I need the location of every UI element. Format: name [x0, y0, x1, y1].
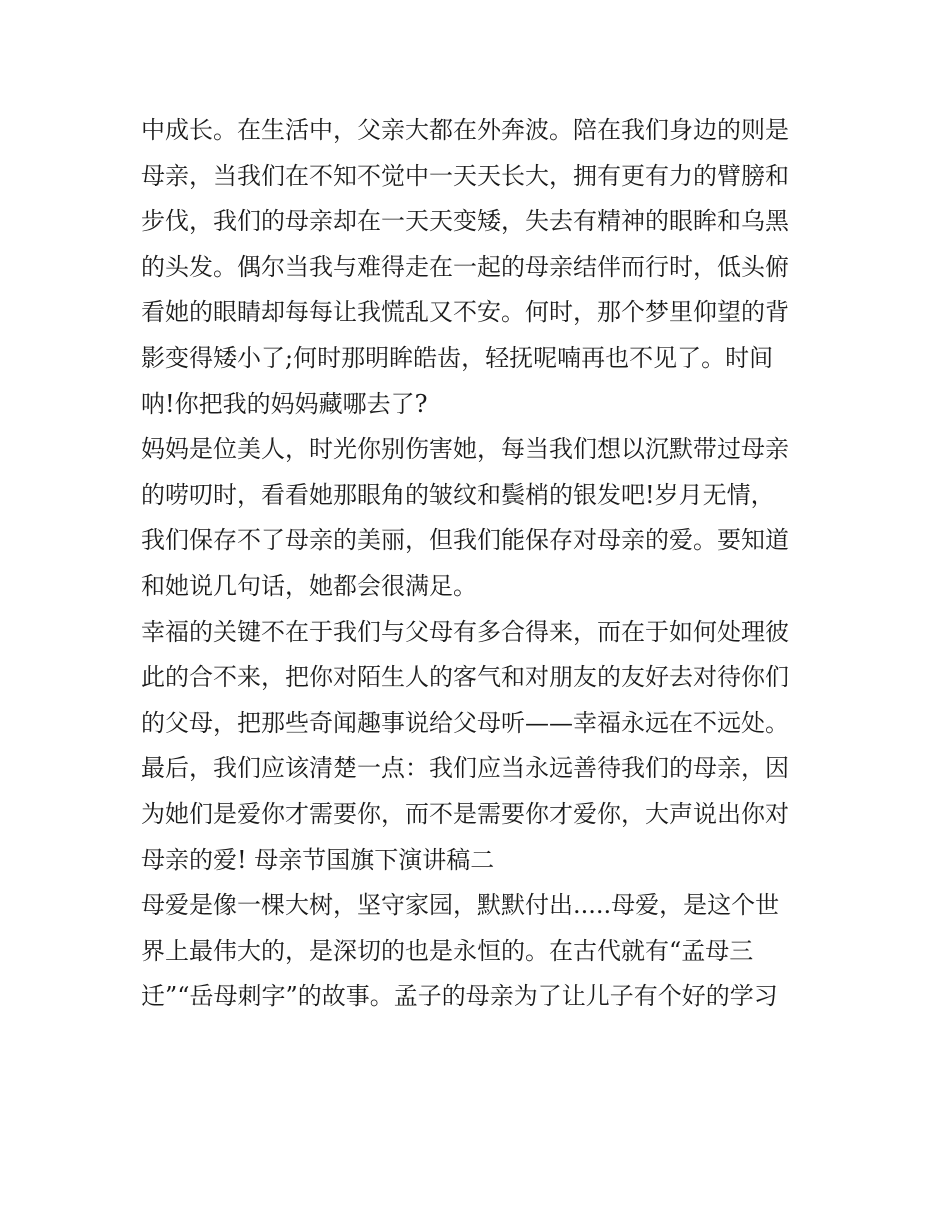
text-line: 妈妈是位美人，时光你别伤害她，每当我们想以沉默带过母亲 — [141, 435, 789, 464]
text-line: 和她说几句话，她都会很满足。 — [141, 571, 477, 600]
text-line: 的父母，把那些奇闻趣事说给父母听——幸福永远在不远处。 — [141, 708, 789, 737]
text-line: 最后，我们应该清楚一点：我们应当永远善待我们的母亲，因 — [141, 754, 789, 783]
text-line: 的唠叨时，看看她那眼角的皱纹和鬓梢的银发吧!岁月无情， — [141, 480, 775, 509]
text-line: 为她们是爱你才需要你，而不是需要你才爱你，大声说出你对 — [141, 799, 789, 828]
text-line: 中成长。在生活中，父亲大都在外奔波。陪在我们身边的则是 — [141, 116, 789, 144]
body-text — [141, 108, 821, 1020]
text-line: 此的合不来，把你对陌生人的客气和对朋友的友好去对待你们 — [141, 663, 789, 692]
text-line: 迁”“岳母刺字”的故事。孟子的母亲为了让儿子有个好的学习 — [141, 982, 778, 1011]
text-line: 的头发。偶尔当我与难得走在一起的母亲结伴而行时，低头俯 — [141, 252, 789, 281]
text-line: 界上最伟大的，是深切的也是永恒的。在古代就有“孟母三 — [141, 936, 754, 965]
text-line: 我们保存不了母亲的美丽，但我们能保存对母亲的爱。要知道 — [141, 526, 789, 555]
text-line: 母亲的爱! 母亲节国旗下演讲稿二 — [141, 845, 495, 874]
text-line: 看她的眼睛却每每让我慌乱又不安。何时，那个梦里仰望的背 — [141, 298, 789, 327]
text-line: 呐!你把我的妈妈藏哪去了? — [141, 389, 428, 418]
text-line: 母亲，当我们在不知不觉中一天天长大，拥有更有力的臂膀和 — [141, 161, 789, 190]
text-line: 影变得矮小了;何时那明眸皓齿，轻抚呢喃再也不见了。时间 — [141, 343, 774, 372]
text-line: 步伐，我们的母亲却在一天天变矮，失去有精神的眼眸和乌黑 — [141, 207, 789, 236]
text-line: 幸福的关键不在于我们与父母有多合得来，而在于如何处理彼 — [141, 617, 789, 646]
text-line: 母爱是像一棵大树，坚守家园，默默付出.....母爱，是这个世 — [141, 891, 780, 920]
